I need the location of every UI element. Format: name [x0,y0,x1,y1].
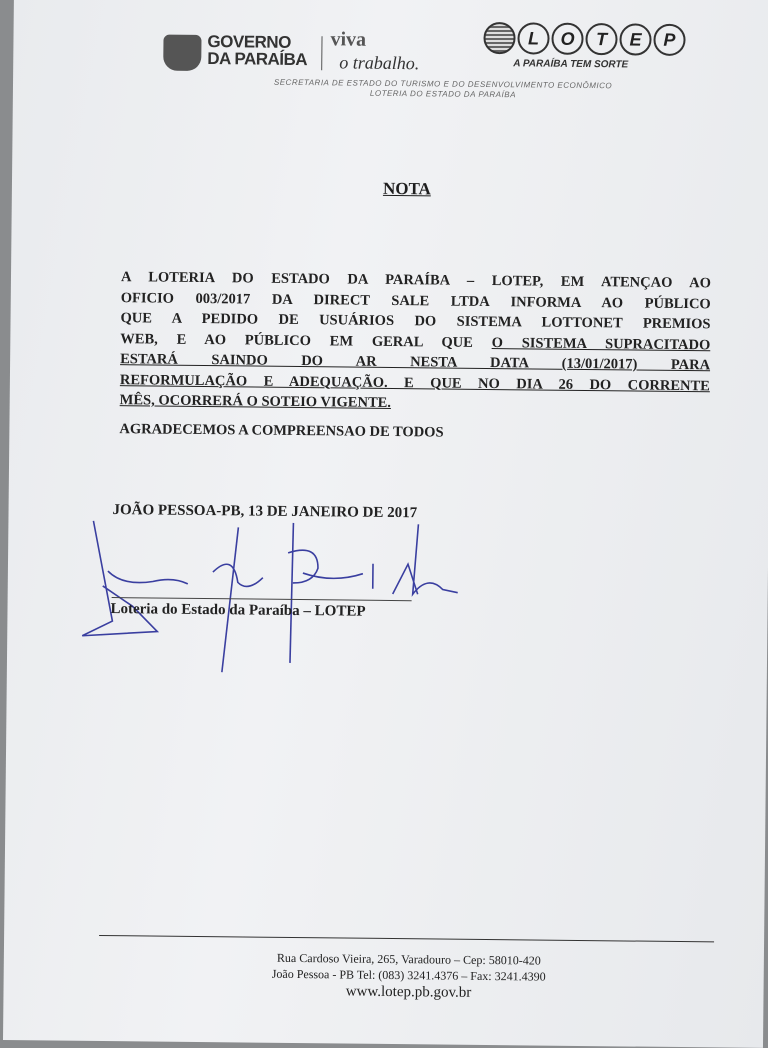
document-title: NOTA [382,178,431,199]
lotep-slogan: A PARAÍBA TEM SORTE [513,58,629,71]
body-line: MÊS, OCORRERÁ O SOTEIO VIGENTE. [119,392,392,411]
body-line: OFICIO 003/2017 DA DIRECT SALE LTDA INFORMA AO PÚBLICO [120,289,711,312]
footer-contact: João Pessoa - PB Tel: (083) 3241.4376 – Fax: 3241.4390 [271,966,546,984]
lotep-letter: E [619,23,651,55]
footer-divider [99,935,714,942]
document-page [3,0,768,1048]
gov-line1: GOVERNO [207,32,291,52]
note-body [120,267,711,417]
secretaria-line: SECRETARIA DE ESTADO DO TURISMO E DO DESENVOLVIMENTO ECONÔMICO [273,77,613,91]
viva-logo: viva [330,28,367,51]
footer-address: Rua Cardoso Vieira, 265, Varadouro – Cep: 58010-420 [276,950,541,968]
body-line: QUE A PEDIDO DE USUÁRIOS DO SISTEMA LOTTONET PREMIOS [120,310,711,333]
lotep-letter: T [585,23,617,55]
logo-divider [321,36,322,70]
body-line: WEB, E AO PÚBLICO EM GERAL QUE O SISTEMA SUPRACITADO [120,330,711,353]
thanks-line: AGRADECEMOS A COMPREENSAO DE TODOS [119,421,444,441]
footer-website: www.lotep.pb.gov.br [345,983,472,1001]
gov-line2: DA PARAÍBA [207,49,308,70]
government-logo [207,33,307,68]
signatory-organization: Loteria do Estado da Paraíba – LOTEP [110,601,366,620]
paraiba-crest-icon [163,35,201,71]
loteria-line: LOTERIA DO ESTADO DA PARAÍBA [369,88,516,100]
lotep-logo [483,22,685,56]
lotep-letter: O [551,23,583,55]
lotep-ball-icon [483,22,515,54]
lotep-letter: L [517,22,549,54]
body-line: A LOTERIA DO ESTADO DA PARAÍBA – LOTEP, EM ATENÇAO AO [120,269,712,292]
trabalho-logo: o trabalho. [339,52,420,74]
letterhead [163,27,724,113]
lotep-letter: P [653,24,685,56]
body-line: ESTARÁ SAINDO DO AR NESTA DATA (13/01/2017) PARA [120,351,711,374]
date-line: JOÃO PESSOA-PB, 13 DE JANEIRO DE 2017 [112,502,418,522]
body-line: REFORMULAÇÃO E ADEQUAÇÃO. E QUE NO DIA 26 DO CORRENTE [119,371,710,394]
